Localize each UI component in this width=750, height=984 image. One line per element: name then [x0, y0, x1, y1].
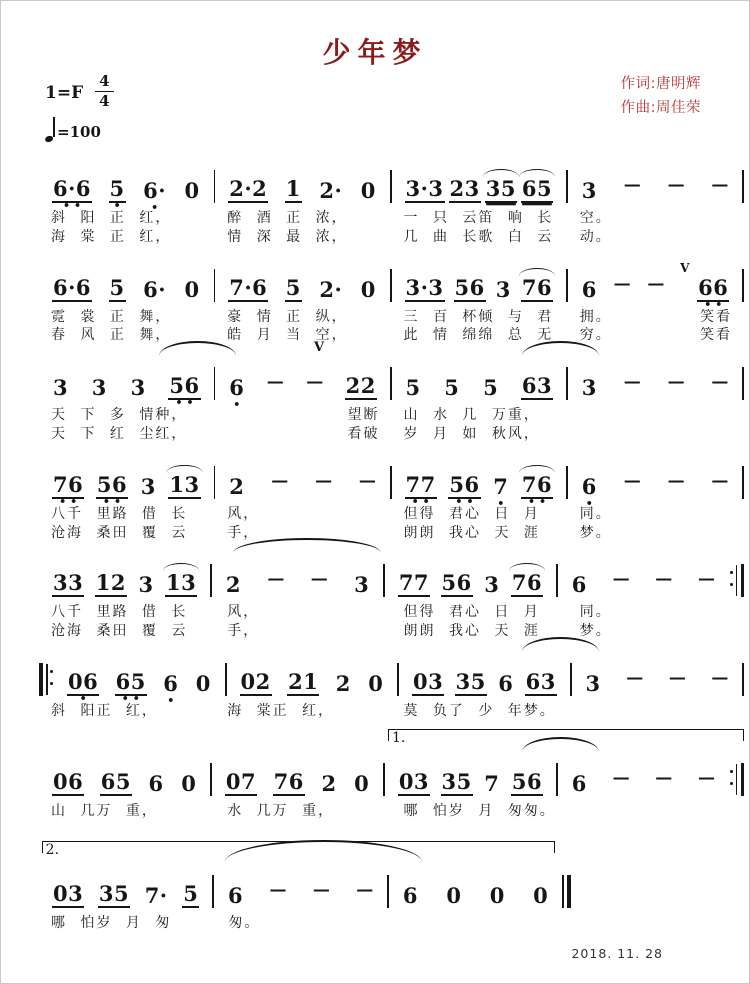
dash-extension: —: [667, 470, 685, 491]
note: 07: [225, 768, 257, 794]
barline-plain: [214, 269, 216, 302]
lyricist-credit: 作词:唐明辉: [620, 76, 701, 92]
lyrics-cell: [568, 309, 744, 326]
note: 21: [288, 668, 319, 694]
score-line-5: [39, 551, 744, 640]
measure: [392, 471, 567, 499]
rest: 0: [195, 670, 211, 696]
barline-rend: [729, 564, 744, 597]
credits-block: [621, 73, 701, 121]
note: 6·: [143, 276, 167, 302]
note: 56 ••: [96, 474, 128, 499]
note: 7·6: [229, 274, 268, 300]
score-header: [45, 72, 701, 149]
note: 56 ••: [448, 474, 480, 499]
lyrics-cell: [568, 703, 744, 720]
note: 3: [585, 670, 601, 696]
dash-extension: —: [623, 470, 641, 491]
lyrics-row: [39, 703, 744, 720]
dash-extension: —: [306, 372, 324, 393]
key-signature-block: [45, 72, 114, 141]
volta-label: 2.: [46, 842, 63, 858]
note: 2: [321, 770, 337, 796]
dash-extension: —: [266, 372, 284, 393]
barline-plain: [390, 170, 392, 203]
note: 6: [571, 572, 587, 598]
measure: [385, 572, 556, 597]
lyrics-cell: 山 几万 重，: [51, 802, 158, 819]
note: 77: [398, 570, 430, 596]
note: 6: [498, 670, 514, 696]
lyrics-cell: 山 水 几 万重，: [403, 407, 540, 424]
barline-plain: [397, 663, 399, 696]
note: 3·3: [405, 274, 444, 300]
measure: [392, 274, 567, 302]
dash-extension: —: [667, 372, 685, 393]
lyrics-cell: 海 棠正 红，: [227, 702, 335, 719]
tempo-marking: [45, 117, 114, 141]
barline-plain: [383, 564, 385, 597]
note: 03: [53, 880, 84, 906]
lyrics-cell: 哪 怕岁 月 匆匆。: [403, 802, 556, 819]
note: 56: [441, 570, 472, 596]
lyrics-cell: 三 百 杯倾 与 君: [403, 308, 554, 325]
note: 5: [444, 375, 460, 401]
lyrics-cell: 但得 君心 日 月: [403, 604, 540, 621]
barline-plain: [214, 170, 216, 203]
barline-plain: [383, 763, 385, 796]
composer-credit: 作曲:周佳荣: [620, 99, 701, 116]
note: 22: [345, 373, 376, 399]
note: 02: [240, 668, 271, 694]
lyrics-cell: 水 几万 重，: [227, 802, 335, 819]
note: 7·: [144, 882, 168, 908]
lyrics-cell: 但得 君心 日 月: [403, 505, 540, 522]
note: 3: [140, 473, 156, 499]
note: 03: [398, 768, 430, 794]
lyrics-cell: 醉 酒 正 浓，: [227, 210, 348, 226]
note: 76: [273, 768, 304, 794]
lyrics-text: 穷。: [579, 327, 612, 344]
lyrics-row: [39, 915, 571, 932]
note: 12: [95, 570, 126, 596]
lyrics-text: 拥。: [579, 308, 612, 325]
note: 56 ••: [168, 375, 200, 400]
barline-plain: [387, 875, 389, 908]
note: 76 ••: [52, 474, 84, 499]
measure: [568, 261, 743, 302]
note: 65: [521, 176, 553, 201]
dash-extension: —: [356, 879, 374, 900]
lyrics-cell: 此 情 绵绵 总 无: [403, 327, 554, 344]
note: 5: [483, 375, 499, 401]
measure: [54, 668, 225, 696]
note: 3: [53, 375, 69, 401]
barline-final: [562, 875, 571, 908]
time-signature-denominator: 4: [99, 91, 110, 110]
measure: [572, 667, 743, 696]
note: 3: [130, 375, 146, 401]
lyrics-cell: 皓 月 当 空，: [227, 327, 348, 344]
lyrics-row: [39, 327, 744, 344]
measure: [215, 178, 390, 203]
dash-extension: —: [358, 470, 376, 491]
lyrics-cell: 手，: [227, 524, 260, 541]
note: 35: [98, 880, 130, 906]
barline-plain: [225, 663, 227, 696]
barline-plain: [742, 466, 744, 499]
measure: [215, 374, 390, 400]
note: 2·2: [229, 176, 268, 201]
key-signature: 1=F: [45, 83, 84, 103]
lyrics-row: [39, 506, 744, 523]
rest: 0: [184, 276, 200, 302]
measure: [39, 572, 210, 597]
note: 76: [511, 570, 543, 596]
barline-plain: [566, 367, 568, 400]
dash-extension: —: [711, 372, 729, 393]
measure: [212, 768, 383, 796]
barline-rend: [729, 763, 744, 796]
measure: [389, 882, 562, 908]
lyrics-cell: 风，: [227, 604, 260, 621]
measure: [558, 571, 729, 597]
note: 5: [109, 274, 125, 300]
lyrics-cell: [568, 803, 744, 820]
measure: [215, 470, 390, 499]
notes-row: [39, 841, 571, 908]
note: 06: [53, 768, 84, 794]
breath-mark: V: [313, 340, 325, 356]
note: 3: [138, 572, 154, 598]
note: 56: [454, 274, 485, 300]
measure: [568, 470, 743, 499]
volta-label: 1.: [392, 730, 409, 746]
note: 6·6: [53, 274, 92, 300]
lyrics-cell: 手，: [227, 623, 260, 640]
notes-row: [39, 551, 744, 597]
note: 5: [183, 880, 199, 906]
dash-extension: —: [667, 175, 685, 195]
lyrics-cell: 情 深 最 浓，: [227, 228, 348, 245]
lyrics-cell: 朗朗 我心 天 涯: [403, 623, 540, 640]
dash-extension: —: [698, 569, 715, 590]
lyrics-cell: 豪 情 正 纵，: [227, 308, 348, 325]
note: 13: [166, 570, 197, 596]
dash-extension: —: [668, 667, 686, 688]
note: 6 •: [228, 377, 245, 400]
note: 3: [495, 276, 511, 302]
notes-row: [39, 729, 744, 796]
dash-extension: —: [312, 879, 330, 900]
barline-plain: [566, 170, 568, 203]
score-line-2: [39, 256, 744, 345]
date-stamp: 2018. 11. 28: [571, 946, 663, 961]
note: 3: [354, 572, 370, 598]
notes-row: [39, 650, 744, 696]
score-line-8: [39, 841, 571, 932]
note: 35: [485, 176, 516, 201]
lyrics-row: [39, 623, 744, 640]
measure: [568, 177, 743, 203]
barline-plain: [566, 466, 568, 499]
score-line-3: [39, 340, 744, 443]
note: 3: [581, 375, 597, 401]
note: 2: [335, 670, 351, 696]
dash-extension: —: [698, 767, 715, 788]
lyrics-cell: [568, 327, 744, 344]
barline-plain: [742, 663, 744, 696]
note: 6: [402, 882, 419, 908]
lyrics-cell: 风，: [227, 505, 260, 522]
lyrics-cell: 同。: [579, 604, 612, 621]
lyrics-cell: 几 曲 长歌 白 云: [403, 228, 554, 245]
rest: 0: [354, 770, 370, 796]
note: 2·: [319, 276, 343, 302]
barline-plain: [214, 367, 216, 400]
lyrics-cell: 朗朗 我心 天 涯: [403, 524, 540, 541]
lyrics-cell: [394, 915, 571, 932]
note: 76: [521, 274, 553, 300]
barline-plain: [566, 269, 568, 302]
barline-plain: [742, 170, 744, 203]
note: 6: [571, 770, 587, 796]
lyrics-cell: 八千 里路 借 长: [51, 505, 188, 522]
score-line-6: [39, 650, 744, 720]
score-line-7: [39, 729, 744, 820]
note: 23: [449, 176, 480, 201]
lyrics-cell: 莫 负了 少 年梦。: [403, 702, 556, 719]
dash-extension: —: [613, 273, 631, 294]
lyrics-cell: 海 棠 正 红，: [51, 228, 172, 245]
notes-row: [39, 157, 744, 203]
time-signature-numerator: 4: [95, 73, 113, 92]
rest: 0: [489, 882, 505, 908]
dash-extension: —: [267, 569, 285, 590]
measure: [385, 768, 556, 796]
note: 63: [525, 668, 556, 694]
lyrics-cell: [568, 426, 744, 443]
barline-plain: [210, 763, 212, 796]
note: 06 •: [67, 671, 99, 696]
note: 6: [227, 882, 244, 908]
measure: [568, 374, 743, 400]
lyrics-cell: 天 下 多 情种，: [51, 407, 188, 424]
measure: [399, 668, 570, 696]
rest: 0: [184, 178, 200, 203]
note: 6· •: [142, 180, 167, 203]
dash-extension: —: [626, 667, 644, 688]
barline-plain: [390, 466, 392, 499]
barline-plain: [214, 466, 216, 499]
lyrics-cell: 天 下 红 尘红，: [51, 425, 188, 442]
notes-row: [39, 340, 744, 401]
barline-plain: [570, 663, 572, 696]
measure: [39, 880, 212, 908]
note: 5: [405, 375, 421, 401]
note: 13: [169, 471, 200, 497]
measure: [39, 471, 214, 499]
measure: [558, 767, 729, 796]
note: 56: [511, 768, 543, 794]
lyrics-row: [39, 803, 744, 820]
note: 66 ••: [697, 277, 729, 302]
barline-plain: [556, 763, 558, 796]
lyrics-row: [39, 229, 744, 246]
note: 7 •: [492, 476, 509, 499]
tempo-value: =100: [57, 123, 101, 141]
measure: [39, 375, 214, 400]
note: 3: [581, 178, 597, 203]
measure: [227, 668, 398, 696]
barline-plain: [210, 564, 212, 597]
note: 77 ••: [405, 474, 437, 499]
dash-extension: —: [623, 372, 641, 393]
dash-extension: —: [310, 569, 328, 590]
rest: 0: [533, 882, 549, 908]
lyrics-row: [39, 525, 744, 542]
lyrics-row: [39, 426, 744, 443]
lyrics-row: [39, 604, 744, 621]
lyrics-cell: 沧海 桑田 覆 云: [51, 623, 188, 640]
lyrics-cell: 动。: [579, 228, 612, 245]
lyrics-cell: 斜 阳正 红，: [51, 702, 158, 719]
note: 6 •: [581, 476, 598, 499]
barline-plain: [390, 367, 392, 400]
note: 1: [285, 176, 301, 201]
note: 6·6 ••: [52, 178, 92, 203]
dash-extension: —: [711, 667, 729, 688]
lyrics-cell: 同。: [579, 505, 612, 522]
measure: [215, 274, 390, 302]
measure: [214, 879, 387, 908]
lyrics-cell: 看破: [347, 425, 380, 442]
note: 35: [455, 668, 486, 694]
note: 33: [53, 570, 84, 596]
lyrics-cell: 匆。: [228, 914, 261, 931]
note: 65 ••: [115, 671, 147, 696]
lyrics-cell: 梦。: [579, 623, 612, 640]
rest: 0: [360, 276, 376, 302]
score-line-4: [39, 453, 744, 542]
dash-extension: —: [647, 273, 665, 294]
dash-extension: —: [655, 569, 673, 590]
note: 6 •: [162, 673, 179, 696]
lyrics-cell: 梦。: [579, 524, 612, 541]
quarter-note-icon: [45, 117, 55, 141]
time-signature: [95, 73, 113, 109]
measure: [39, 768, 210, 796]
note: 5 •: [109, 178, 126, 203]
dash-extension: —: [711, 470, 729, 491]
note: 6: [581, 276, 597, 302]
dash-extension: —: [269, 879, 287, 900]
lyrics-row: [39, 407, 744, 424]
lyrics-row: [39, 210, 744, 227]
note: 6: [148, 770, 164, 796]
barline-plain: [212, 875, 214, 908]
lyrics-cell: 望断: [347, 407, 380, 424]
note: 3: [91, 375, 107, 401]
dash-extension: —: [612, 767, 630, 788]
note: 2: [225, 572, 242, 598]
dash-extension: —: [623, 175, 641, 195]
rest: 0: [368, 670, 384, 696]
note: 3·3: [405, 176, 444, 201]
barline-plain: [390, 269, 392, 302]
measure: [392, 178, 567, 203]
lyrics-cell: 岁 月 如 秋风，: [403, 425, 540, 442]
note: 76 ••: [521, 474, 553, 499]
note: 3: [484, 572, 500, 598]
barline-rbeg: [39, 663, 54, 696]
lyrics-row: [39, 309, 744, 326]
breath-mark: V: [680, 260, 690, 275]
lyrics-cell: 一 只 云笛 响 长: [403, 210, 554, 226]
note: 5: [285, 274, 301, 300]
measure: [39, 178, 214, 203]
dash-extension: —: [655, 767, 673, 788]
measure: [39, 274, 214, 302]
lyrics-cell: 霓 裳 正 舞，: [51, 308, 172, 325]
measure: [212, 571, 383, 597]
note: 2·: [319, 178, 343, 203]
lyrics-text: 笑看: [700, 327, 732, 344]
note: 65: [100, 768, 131, 794]
lyrics-cell: 斜 阳 正 红，: [51, 210, 172, 226]
lyrics-cell: 空。: [579, 210, 612, 226]
notes-row: [39, 256, 744, 302]
lyrics-cell: [568, 407, 744, 424]
song-title: 少年梦: [322, 36, 428, 69]
score-line-1: [39, 157, 744, 246]
score: [39, 157, 744, 931]
dash-extension: —: [271, 470, 289, 491]
lyrics-cell: 哪 怕岁 月 匆: [51, 914, 172, 931]
dash-extension: —: [711, 175, 729, 195]
note: 2: [229, 473, 245, 499]
note: 7: [484, 770, 500, 796]
lyrics-cell: 沧海 桑田 覆 云: [51, 524, 188, 541]
barline-plain: [742, 269, 744, 302]
rest: 0: [360, 178, 376, 203]
rest: 0: [446, 882, 462, 908]
lyrics-text: 笑看: [700, 308, 732, 325]
note: 35: [441, 768, 472, 794]
lyrics-cell: 八千 里路 借 长: [51, 604, 188, 621]
note: 63: [521, 373, 553, 399]
rest: 0: [181, 770, 197, 796]
measure: [392, 375, 567, 400]
dash-extension: —: [612, 569, 630, 590]
dash-extension: —: [315, 470, 333, 491]
barline-plain: [742, 367, 744, 400]
notes-row: [39, 453, 744, 499]
lyrics-cell: 春 风 正 舞，: [51, 327, 172, 344]
barline-plain: [556, 564, 558, 597]
note: 03: [413, 668, 444, 694]
